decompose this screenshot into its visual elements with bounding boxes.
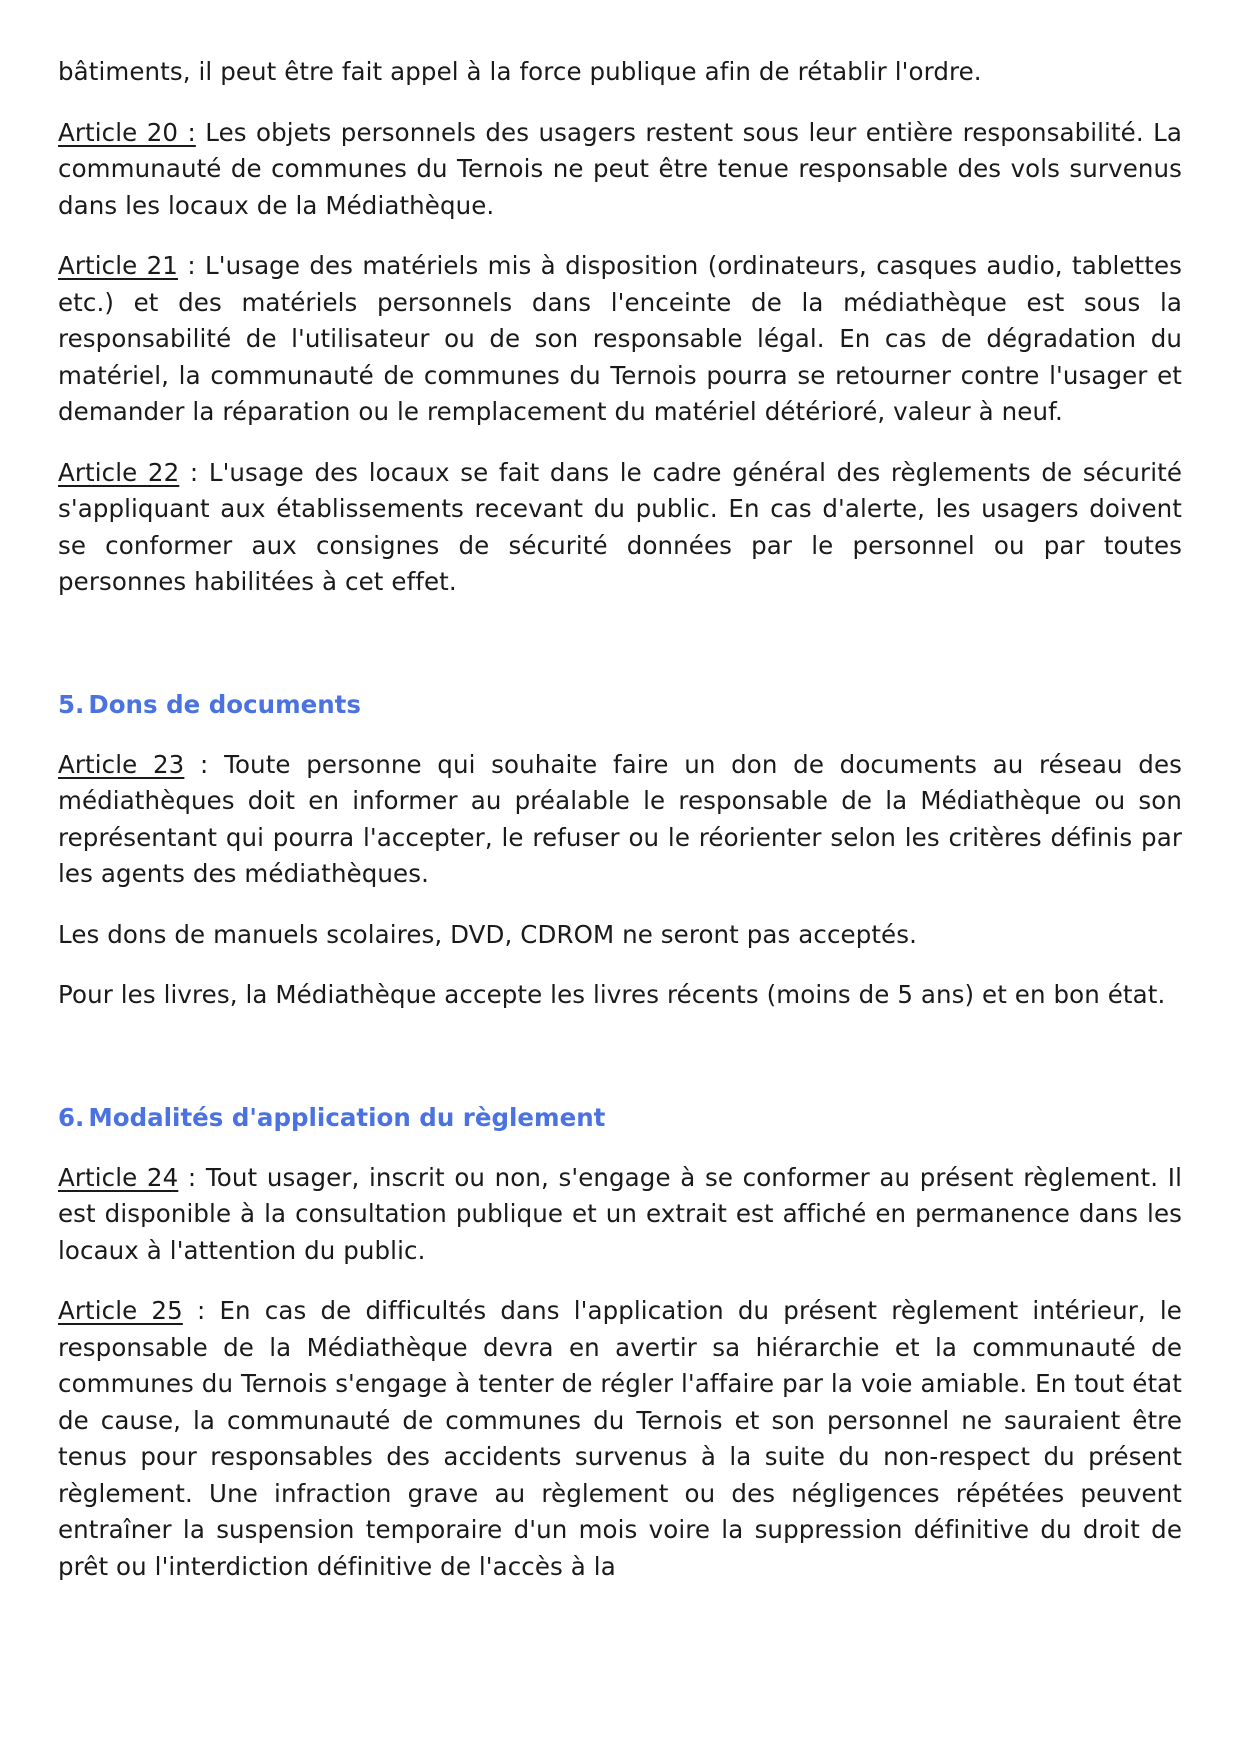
section-6-heading bbox=[58, 1100, 1182, 1136]
article-label: Article 25 bbox=[58, 1296, 183, 1325]
article-text: : Tout usager, inscrit ou non, s'engage à se conformer au présent règlement. Il est disponible à la consultation publique et un extrait est affiché en permanence dans les locaux à l'attention du public. bbox=[58, 1162, 1182, 1265]
section-title: Modalités d'application du règlement bbox=[88, 1102, 606, 1132]
article-24 bbox=[58, 1160, 1182, 1270]
article-23 bbox=[58, 747, 1182, 893]
section-number: 5. bbox=[58, 689, 85, 719]
article-text: : Toute personne qui souhaite faire un don de documents au réseau des médiathèques doit en informer au préalable le responsable de la Médiathèque ou son représentant qui pourra l'accepter, le refuser ou le réorienter selon les critères définis par les agents des médiathèques. bbox=[58, 749, 1183, 888]
dons-paragraph-1: Les dons de manuels scolaires, DVD, CDROM ne seront pas acceptés. bbox=[58, 919, 917, 949]
article-25 bbox=[58, 1293, 1182, 1585]
document-page bbox=[58, 54, 1182, 1609]
article-20 bbox=[58, 115, 1182, 225]
article-text: : En cas de difficultés dans l'application du présent règlement intérieur, le responsable de la Médiathèque devra en avertir sa hiérarchie et la communauté de communes du Ternois s'engage à tenter de régler l'affaire par la voie amiable. En tout état de cause, la communauté de communes du Ternois et son personnel ne sauraient être tenus pour responsables des accidents survenus à la suite du non-respect du présent règlement. Une infraction grave au règlement ou des négligences répétées peuvent entraîner la suspension temporaire d'un mois voire la suppression définitive du droit de prêt ou l'interdiction définitive de l'accès à la bbox=[58, 1296, 1182, 1581]
intro-paragraph: bâtiments, il peut être fait appel à la force publique afin de rétablir l'ordre. bbox=[58, 57, 982, 86]
article-label: Article 24 bbox=[58, 1162, 179, 1192]
article-label: Article 21 bbox=[58, 251, 178, 280]
article-label: Article 20 : bbox=[58, 117, 196, 147]
article-label: Article 23 bbox=[58, 749, 185, 779]
article-label: Article 22 bbox=[58, 457, 180, 487]
section-number: 6. bbox=[58, 1102, 85, 1132]
article-21 bbox=[58, 248, 1182, 431]
section-title: Dons de documents bbox=[88, 689, 361, 719]
article-text: Les objets personnels des usagers restent sous leur entière responsabilité. La communauté de communes du Ternois ne peut être tenue responsable des vols survenus dans les locaux de la Médiathèque. bbox=[58, 117, 1182, 220]
section-spacer bbox=[58, 1038, 1182, 1100]
article-22 bbox=[58, 455, 1182, 601]
article-text: : L'usage des locaux se fait dans le cadre général des règlements de sécurité s'appliquant aux établissements recevant du public. En cas d'alerte, les usagers doivent se conformer aux consignes de sécurité données par le personnel ou par toutes personnes habilitées à cet effet. bbox=[58, 457, 1182, 596]
article-text: : L'usage des matériels mis à disposition (ordinateurs, casques audio, tablettes etc.) et des matériels personnels dans l'enceinte de la médiathèque est sous la responsabilité de l'utilisateur ou de son responsable légal. En cas de dégradation du matériel, la communauté de communes du Ternois pourra se retourner contre l'usager et demander la réparation ou le remplacement du matériel détérioré, valeur à neuf. bbox=[58, 251, 1183, 426]
section-spacer bbox=[58, 625, 1182, 687]
section-5-heading bbox=[58, 687, 1182, 723]
dons-paragraph-2: Pour les livres, la Médiathèque accepte les livres récents (moins de 5 ans) et en bon état. bbox=[58, 980, 1166, 1009]
